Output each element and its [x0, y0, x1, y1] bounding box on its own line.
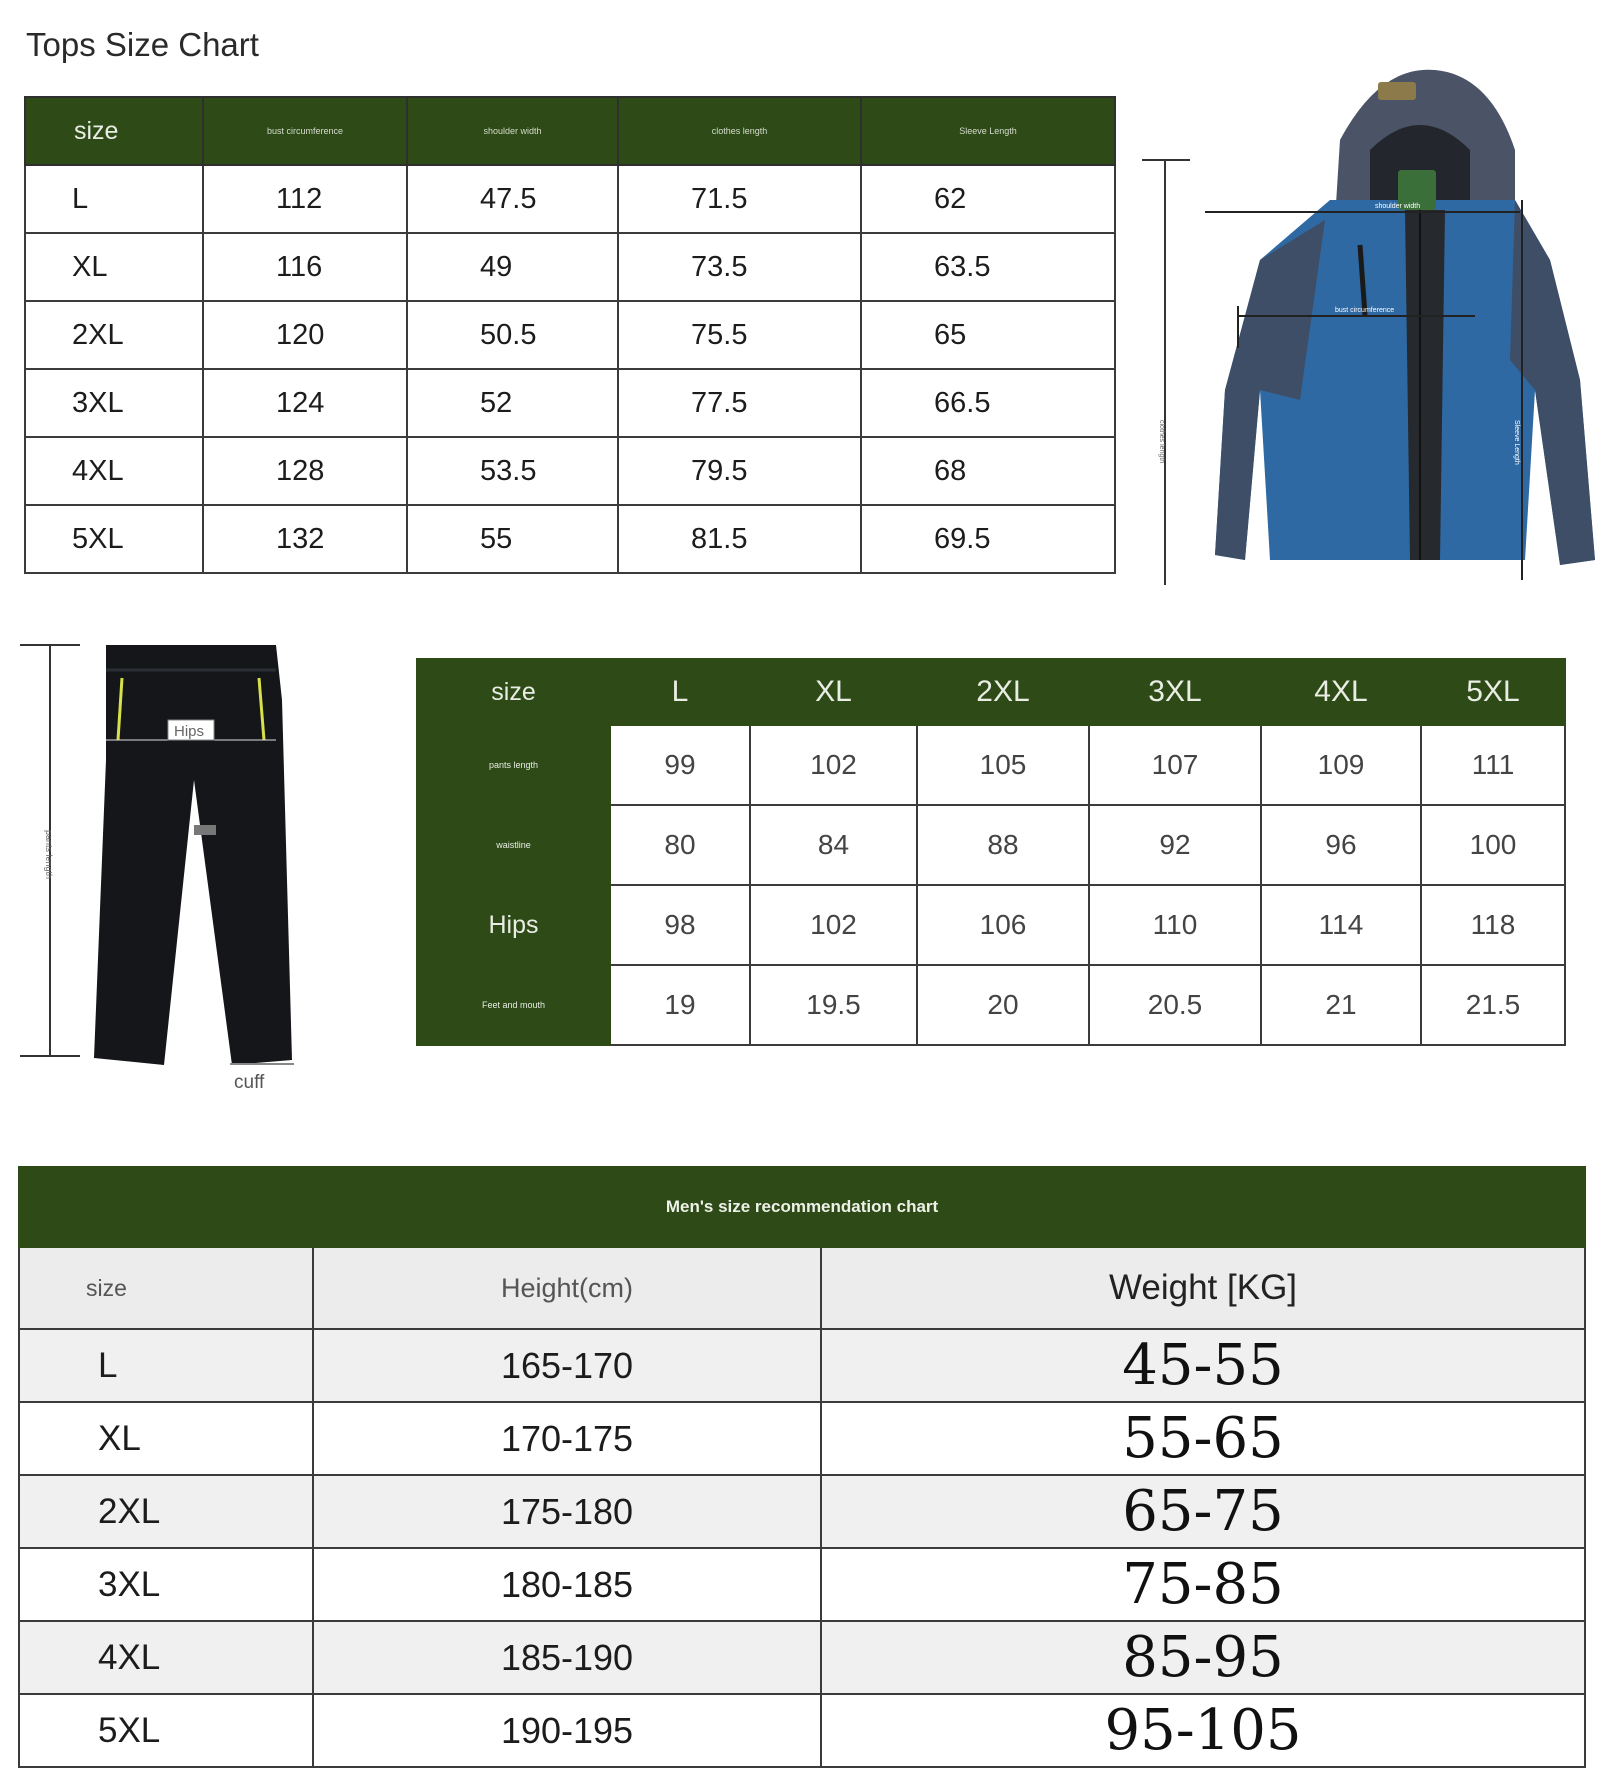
- pants-shape: [94, 645, 292, 1065]
- rec-cell-weight: 85-95: [821, 1621, 1585, 1694]
- rec-row: [19, 1402, 1585, 1475]
- pants-cell: 80: [610, 805, 750, 885]
- pants-cell: 109: [1261, 725, 1421, 805]
- pants-header-size-col: XL: [750, 659, 917, 725]
- tops-cell-sleeve: 68: [861, 437, 1115, 505]
- pants-header-size-col: 4XL: [1261, 659, 1421, 725]
- jacket-label-shoulder: shoulder width: [1375, 203, 1421, 210]
- jacket-label-bust: bust circumference: [1335, 307, 1395, 314]
- tops-cell-length: 75.5: [618, 301, 861, 369]
- tops-cell-shoulder: 52: [407, 369, 618, 437]
- page-title: Tops Size Chart: [26, 26, 259, 63]
- pants-row-label: Hips: [417, 885, 610, 965]
- pants-header-size-col: L: [610, 659, 750, 725]
- pants-cell: 20.5: [1089, 965, 1261, 1045]
- tops-row: [25, 505, 1115, 573]
- tops-header-sleeve: Sleeve Length: [861, 97, 1115, 165]
- rec-cell-height: 170-175: [313, 1402, 821, 1475]
- rec-cell-size: XL: [19, 1402, 313, 1475]
- tops-row: [25, 301, 1115, 369]
- tops-cell-size: 4XL: [25, 437, 203, 505]
- cuff-marker: [230, 1064, 294, 1093]
- rec-row: [19, 1548, 1585, 1621]
- rec-cell-size: L: [19, 1329, 313, 1402]
- tops-cell-bust: 124: [203, 369, 407, 437]
- pants-cell: 19: [610, 965, 750, 1045]
- pants-header-size-col: 5XL: [1421, 659, 1565, 725]
- jacket-shape: [1215, 70, 1595, 565]
- rec-cell-weight: 45-55: [821, 1329, 1585, 1402]
- rec-cell-height: 175-180: [313, 1475, 821, 1548]
- pants-row-length: [417, 725, 1565, 805]
- tops-header-size: size: [25, 97, 203, 165]
- pants-cell: 92: [1089, 805, 1261, 885]
- tops-cell-size: 5XL: [25, 505, 203, 573]
- tops-cell-size: 2XL: [25, 301, 203, 369]
- rec-cell-size: 2XL: [19, 1475, 313, 1548]
- tops-cell-shoulder: 53.5: [407, 437, 618, 505]
- pants-cell: 88: [917, 805, 1089, 885]
- rec-row: [19, 1475, 1585, 1548]
- rec-header-height: Height(cm): [313, 1247, 821, 1329]
- pants-cell: 100: [1421, 805, 1565, 885]
- recommendation-header-row: [19, 1247, 1585, 1329]
- size-recommendation-table: [18, 1166, 1586, 1768]
- pants-length-marker: [20, 645, 80, 1056]
- clothes-length-marker: [1142, 160, 1190, 585]
- rec-cell-height: 165-170: [313, 1329, 821, 1402]
- tops-row: [25, 165, 1115, 233]
- pants-header-size-col: 2XL: [917, 659, 1089, 725]
- rec-cell-height: 185-190: [313, 1621, 821, 1694]
- rec-row: [19, 1694, 1585, 1767]
- pants-cell: 21.5: [1421, 965, 1565, 1045]
- pants-cell: 84: [750, 805, 917, 885]
- tops-row: [25, 437, 1115, 505]
- tops-cell-length: 81.5: [618, 505, 861, 573]
- rec-cell-height: 180-185: [313, 1548, 821, 1621]
- pants-row-label: waistline: [417, 805, 610, 885]
- tops-header-length: clothes length: [618, 97, 861, 165]
- rec-cell-height: 190-195: [313, 1694, 821, 1767]
- pants-cell: 20: [917, 965, 1089, 1045]
- tops-cell-length: 77.5: [618, 369, 861, 437]
- pants-header-row: [417, 659, 1565, 725]
- pants-row-hips: [417, 885, 1565, 965]
- rec-header-weight: Weight [KG]: [821, 1247, 1585, 1329]
- tops-cell-sleeve: 62: [861, 165, 1115, 233]
- pants-size-table: [416, 658, 1566, 1046]
- pants-cell: 99: [610, 725, 750, 805]
- tops-cell-shoulder: 55: [407, 505, 618, 573]
- tops-header-bust: bust circumference: [203, 97, 407, 165]
- pants-cell: 21: [1261, 965, 1421, 1045]
- rec-cell-weight: 95-105: [821, 1694, 1585, 1767]
- rec-cell-size: 5XL: [19, 1694, 313, 1767]
- pants-label-hips: Hips: [174, 723, 205, 740]
- pants-cell: 96: [1261, 805, 1421, 885]
- pants-header-size-col: 3XL: [1089, 659, 1261, 725]
- tops-cell-size: 3XL: [25, 369, 203, 437]
- tops-cell-bust: 116: [203, 233, 407, 301]
- pants-cell: 114: [1261, 885, 1421, 965]
- tops-cell-shoulder: 47.5: [407, 165, 618, 233]
- tops-cell-length: 71.5: [618, 165, 861, 233]
- pants-cell: 105: [917, 725, 1089, 805]
- tops-cell-bust: 132: [203, 505, 407, 573]
- rec-row: [19, 1329, 1585, 1402]
- rec-cell-size: 3XL: [19, 1548, 313, 1621]
- pants-cell: 102: [750, 725, 917, 805]
- tops-cell-sleeve: 66.5: [861, 369, 1115, 437]
- pants-cell: 118: [1421, 885, 1565, 965]
- tops-cell-sleeve: 69.5: [861, 505, 1115, 573]
- tops-cell-sleeve: 65: [861, 301, 1115, 369]
- tops-cell-bust: 112: [203, 165, 407, 233]
- tops-row: [25, 233, 1115, 301]
- pants-row-feet: [417, 965, 1565, 1045]
- rec-cell-weight: 75-85: [821, 1548, 1585, 1621]
- pants-label-cuff: cuff: [234, 1072, 265, 1093]
- jacket-label-sleeve: Sleeve Length: [1513, 420, 1520, 465]
- jacket-label-length: clothes length: [1158, 420, 1165, 464]
- tops-cell-bust: 120: [203, 301, 407, 369]
- rec-cell-weight: 55-65: [821, 1402, 1585, 1475]
- pants-cell: 107: [1089, 725, 1261, 805]
- tops-cell-size: L: [25, 165, 203, 233]
- tops-cell-shoulder: 50.5: [407, 301, 618, 369]
- tops-cell-sleeve: 63.5: [861, 233, 1115, 301]
- pants-row-waist: [417, 805, 1565, 885]
- pants-row-label: Feet and mouth: [417, 965, 610, 1045]
- pants-label-length: pants length: [44, 830, 54, 880]
- pants-cell: 110: [1089, 885, 1261, 965]
- tops-cell-bust: 128: [203, 437, 407, 505]
- rec-cell-size: 4XL: [19, 1621, 313, 1694]
- rec-row: [19, 1621, 1585, 1694]
- tops-cell-length: 79.5: [618, 437, 861, 505]
- tops-cell-length: 73.5: [618, 233, 861, 301]
- recommendation-title: Men's size recommendation chart: [19, 1167, 1585, 1247]
- rec-header-size: size: [19, 1247, 313, 1329]
- tops-header-shoulder: shoulder width: [407, 97, 618, 165]
- pants-cell: 111: [1421, 725, 1565, 805]
- recommendation-title-row: [19, 1167, 1585, 1247]
- tops-size-table: [24, 96, 1116, 574]
- pants-header-size: size: [417, 659, 610, 725]
- pants-cell: 19.5: [750, 965, 917, 1045]
- tops-header-row: [25, 97, 1115, 165]
- rec-cell-weight: 65-75: [821, 1475, 1585, 1548]
- pants-cell: 106: [917, 885, 1089, 965]
- pants-image: [14, 640, 314, 1100]
- tops-cell-size: XL: [25, 233, 203, 301]
- jacket-image: [1120, 60, 1600, 600]
- pants-cell: 102: [750, 885, 917, 965]
- pants-cell: 98: [610, 885, 750, 965]
- pants-row-label: pants length: [417, 725, 610, 805]
- tops-row: [25, 369, 1115, 437]
- tops-cell-shoulder: 49: [407, 233, 618, 301]
